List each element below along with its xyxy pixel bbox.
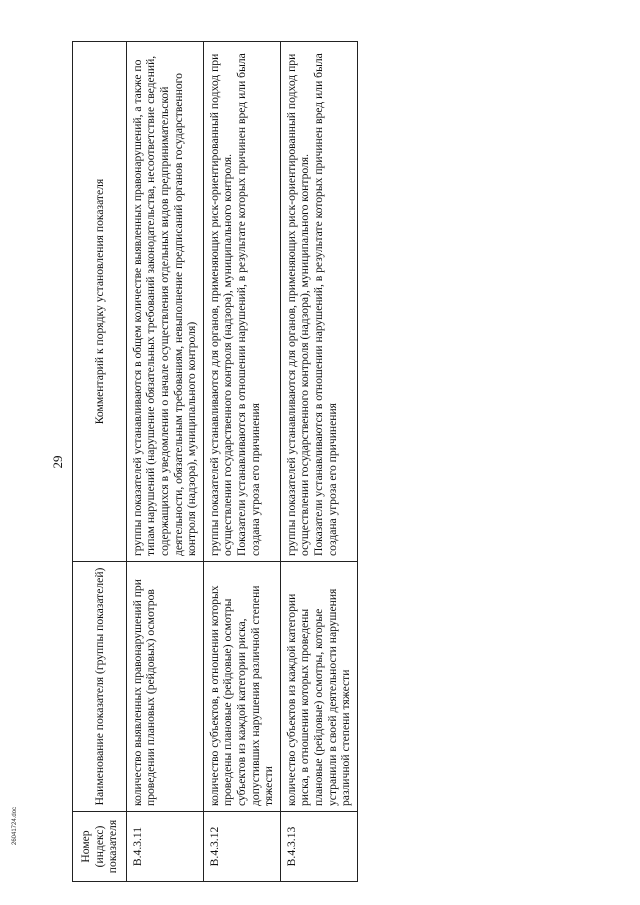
table-header-row (73, 42, 127, 882)
header-name: Наименование показателя (группы показателей) (73, 562, 127, 812)
comment-paragraph: Показатели устанавливаются в отношении нарушений, в результате которых причинен вред или была создана угроза его причинения (234, 53, 262, 556)
comment-paragraph: группы показателей устанавливаются в общем количестве выявленных правонарушений, а также по типам нарушений (нарушение обязательных требований законодательства, несоответствие сведений, содержащихся в уведомлении о начале осуществления отдельных видов предпринимательской деятельности, обязательным требованиям, невыполнение предписаний органов государственного контроля (надзора), муниципального контроля) (130, 55, 199, 556)
row-name: количество субъектов, в отношении которых проведены плановые (рейдовые) осмотры субъектов из каждой категории риска, допустивших нарушения различной степени тяжести (203, 562, 280, 812)
table-row (203, 42, 280, 882)
comment-paragraph: группы показателей устанавливаются для органов, применяющих риск-ориентированный подход при осуществлении государственного контроля (надзора), муниципального контроля. (284, 53, 312, 556)
header-comment: Комментарий к порядку установления показателя (73, 42, 127, 562)
row-number: В.4.3.11 (126, 812, 203, 882)
row-number: В.4.3.12 (203, 812, 280, 882)
table-row (280, 42, 357, 882)
indicator-table (72, 41, 358, 882)
row-comment (126, 42, 203, 562)
page-number: 29 (50, 455, 65, 469)
rotated-page (50, 42, 520, 882)
row-comment (280, 42, 357, 562)
row-number: В.4.3.13 (280, 812, 357, 882)
row-comment (203, 42, 280, 562)
comment-paragraph: группы показателей устанавливаются для органов, применяющих риск-ориентированный подход при осуществлении государственного контроля (надзора), муниципального контроля. (207, 53, 235, 556)
document-code: 26041724.doc (12, 806, 18, 845)
table-row (126, 42, 203, 882)
row-name: количество субъектов из каждой категории риска, в отношении которых проведены плановые (рейдовые) осмотры, которые устранили в своей деятельности нарушения различной степени тяжести (280, 562, 357, 812)
header-number: Номер (индекс) показателя (73, 812, 127, 882)
comment-paragraph: Показатели устанавливаются в отношении нарушений, в результате которых причинен вред или была создана угроза его причинения (311, 53, 339, 556)
row-name: количество выявленных правонарушений при проведении плановых (рейдовых) осмотров (126, 562, 203, 812)
